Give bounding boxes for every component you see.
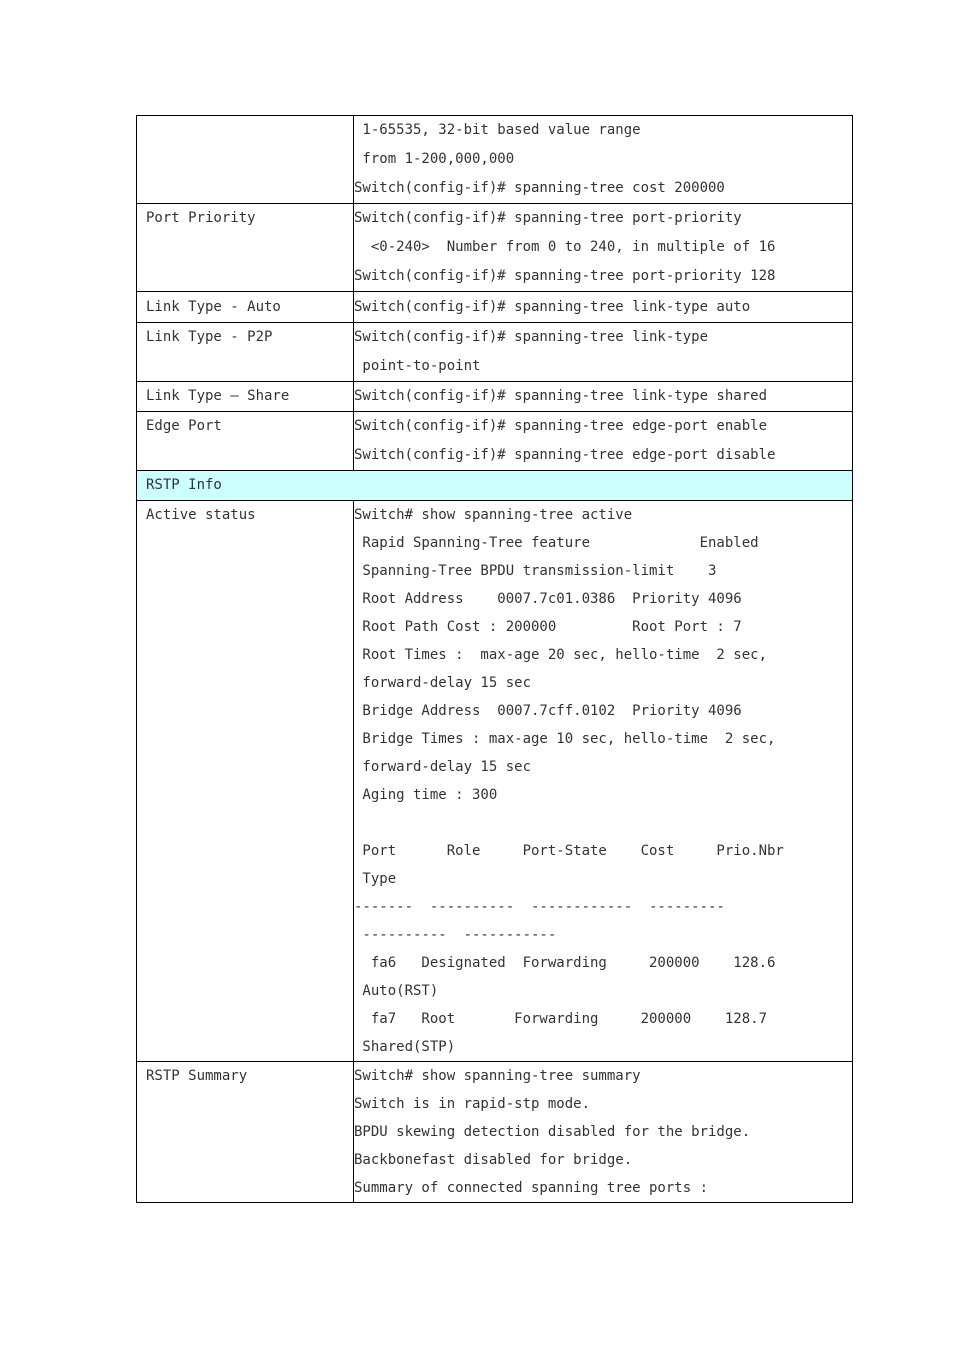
command-line: Root Address 0007.7c01.0386 Priority 4096 [354, 591, 742, 607]
row-label: Active status [146, 507, 256, 523]
command-line: 1-65535, 32-bit based value range [354, 122, 641, 138]
command-cell [354, 382, 853, 412]
command-cell [354, 412, 853, 471]
command-line: Port Role Port-State Cost Prio.Nbr [354, 843, 784, 859]
row-label: Link Type – Share [146, 388, 290, 404]
row-label: Edge Port [146, 418, 222, 434]
table-row [137, 1062, 853, 1203]
command-cell [354, 501, 853, 1062]
row-label-cell [137, 382, 354, 412]
row-label-cell [137, 501, 354, 1062]
command-line: Switch# show spanning-tree active [354, 507, 633, 523]
command-line: ---------- ----------- [354, 927, 557, 943]
row-label-cell [137, 1062, 354, 1203]
section-header-row [137, 471, 853, 501]
command-line: Switch(config-if)# spanning-tree link-type shared [354, 388, 768, 404]
command-line: Bridge Address 0007.7cff.0102 Priority 4096 [354, 703, 742, 719]
row-label-cell [137, 323, 354, 382]
command-line: Spanning-Tree BPDU transmission-limit 3 [354, 563, 717, 579]
table-row [137, 501, 853, 1062]
command-line: Auto(RST) [354, 983, 439, 999]
command-line: Switch(config-if)# spanning-tree link-type [354, 329, 709, 345]
table-row [137, 116, 853, 204]
table-row [137, 382, 853, 412]
row-label-cell [137, 412, 354, 471]
command-line: Switch(config-if)# spanning-tree port-priority 128 [354, 268, 776, 284]
command-line: fa6 Designated Forwarding 200000 128.6 [354, 955, 776, 971]
command-line: Shared(STP) [354, 1039, 456, 1055]
row-label [137, 116, 353, 145]
command-line: <0-240> Number from 0 to 240, in multiple of 16 [354, 239, 776, 255]
command-line: from 1-200,000,000 [354, 151, 515, 167]
command-cell [354, 323, 853, 382]
command-line: Switch(config-if)# spanning-tree port-priority [354, 210, 742, 226]
row-label-cell [137, 204, 354, 292]
command-line: Summary of connected spanning tree ports : [354, 1180, 709, 1196]
command-line: Root Path Cost : 200000 Root Port : 7 [354, 619, 742, 635]
command-line: Rapid Spanning-Tree feature Enabled [354, 535, 759, 551]
command-line: Root Times : max-age 20 sec, hello-time 2 sec, [354, 647, 768, 663]
table-row [137, 204, 853, 292]
command-line: fa7 Root Forwarding 200000 128.7 [354, 1011, 768, 1027]
command-line: ------- ---------- ------------ --------- [354, 899, 725, 915]
section-header-cell [137, 471, 853, 501]
table-row [137, 412, 853, 471]
table-row [137, 323, 853, 382]
command-line: Switch(config-if)# spanning-tree edge-port disable [354, 447, 776, 463]
command-cell [354, 292, 853, 323]
command-line: Switch(config-if)# spanning-tree link-type auto [354, 299, 751, 315]
command-line: Switch is in rapid-stp mode. [354, 1096, 591, 1112]
command-line: Switch(config-if)# spanning-tree edge-port enable [354, 418, 768, 434]
command-table [136, 115, 853, 1203]
row-label: RSTP Summary [146, 1068, 248, 1084]
command-line: BPDU skewing detection disabled for the bridge. [354, 1124, 751, 1140]
command-line: Switch# show spanning-tree summary [354, 1068, 641, 1084]
row-label: Link Type - P2P [146, 329, 273, 345]
command-line [354, 809, 852, 837]
command-cell [354, 1062, 853, 1203]
table-row [137, 292, 853, 323]
row-label-cell [137, 116, 354, 204]
row-label: Link Type - Auto [146, 299, 281, 315]
command-line: Switch(config-if)# spanning-tree cost 200000 [354, 180, 725, 196]
command-line: point-to-point [354, 358, 481, 374]
command-line: Aging time : 300 [354, 787, 498, 803]
command-line: Bridge Times : max-age 10 sec, hello-time 2 sec, [354, 731, 776, 747]
command-line: forward-delay 15 sec [354, 675, 532, 691]
row-label-cell [137, 292, 354, 323]
section-title: RSTP Info [146, 477, 222, 493]
command-cell [354, 204, 853, 292]
command-line: Type [354, 871, 397, 887]
command-line: Backbonefast disabled for bridge. [354, 1152, 633, 1168]
command-line: forward-delay 15 sec [354, 759, 532, 775]
row-label: Port Priority [146, 210, 256, 226]
command-cell [354, 116, 853, 204]
